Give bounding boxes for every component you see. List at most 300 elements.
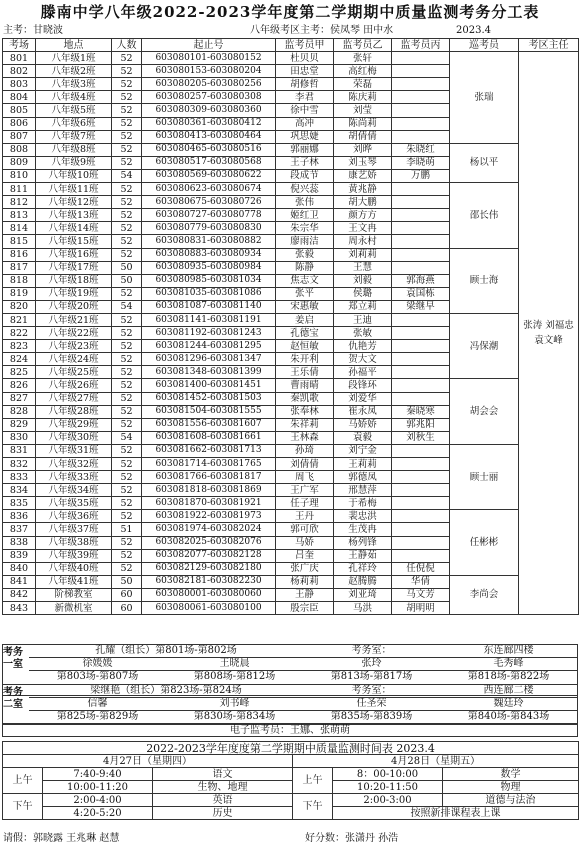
- invigilator-c: [392, 196, 450, 209]
- invigilator-b: 侯璐: [334, 287, 392, 300]
- room-number: 821: [3, 313, 36, 326]
- schedule-table: [2, 741, 579, 820]
- invigilator-b: 于希梅: [334, 497, 392, 510]
- room1-office: 考务室：: [351, 645, 392, 656]
- room-number: 837: [3, 523, 36, 536]
- invigilator-c: 袁国栋: [392, 287, 450, 300]
- invigilator-a: 姬红卫: [276, 209, 334, 222]
- invigilator-b: 生茂冉: [334, 523, 392, 536]
- staff-name: 张玲: [361, 658, 382, 669]
- invigilator-c: [392, 183, 450, 196]
- invigilator-a: 王乐倩: [276, 366, 334, 379]
- room-number: 834: [3, 484, 36, 497]
- room-number: 833: [3, 471, 36, 484]
- room-number: 841: [3, 575, 36, 588]
- room2-box: [2, 684, 578, 724]
- room-number: 815: [3, 235, 36, 248]
- location: 八年级6班: [36, 117, 112, 130]
- location: 八年级24班: [36, 353, 112, 366]
- location: 八年级39班: [36, 549, 112, 562]
- room-range: 第825场-第829场: [56, 711, 139, 722]
- day1-am-subject: 生物、地理: [153, 781, 293, 794]
- invigilator-c: 李晓萌: [392, 156, 450, 169]
- invigilator-a: 王子林: [276, 156, 334, 169]
- invigilator-b: 仇艳芳: [334, 340, 392, 353]
- invigilator-c: [392, 340, 450, 353]
- room-number: 825: [3, 366, 36, 379]
- staff-name: 徐媛媛: [82, 658, 113, 669]
- id-range: 603080257-603080308: [142, 91, 276, 104]
- location: 八年级33班: [36, 471, 112, 484]
- invigilator-a: 高冲: [276, 117, 334, 130]
- id-range: 603081452-603081503: [142, 392, 276, 405]
- invigilator-b: 王慧: [334, 261, 392, 274]
- room-number: 802: [3, 65, 36, 78]
- staff-name: 毛秀峰: [493, 658, 524, 669]
- room2-leader: 梁继艳（组长）第823场-第824场: [90, 685, 242, 696]
- room2-label: 考务二室: [3, 687, 23, 710]
- id-range: 603081922-603081973: [142, 510, 276, 523]
- student-count: 52: [112, 183, 142, 196]
- area-directors: 张涛 刘福忠 袁文峰: [519, 52, 579, 615]
- electronic-box: [2, 724, 578, 737]
- day2-am-subject: 数学: [443, 768, 579, 781]
- room-number: 828: [3, 405, 36, 418]
- location: 八年级23班: [36, 340, 112, 353]
- patrol-inspector: 李尚会: [450, 575, 519, 614]
- invigilator-a: 朱开利: [276, 353, 334, 366]
- invigilator-c: [392, 52, 450, 65]
- column-header: 人数: [112, 39, 142, 52]
- invigilator-b: 孔祥玲: [334, 562, 392, 575]
- id-range: 603081504-603081555: [142, 405, 276, 418]
- staff-name: 刘书峰: [219, 698, 250, 709]
- invigilator-a: 周飞: [276, 471, 334, 484]
- id-range: 603081818-603081869: [142, 484, 276, 497]
- day1-am-subject: 语文: [153, 768, 293, 781]
- id-range: 603080569-603080622: [142, 169, 276, 182]
- column-header: 监考员丙: [392, 39, 450, 52]
- room-number: 836: [3, 510, 36, 523]
- invigilator-c: [392, 104, 450, 117]
- invigilator-c: [392, 536, 450, 549]
- location: 八年级15班: [36, 235, 112, 248]
- day1-pm-time: 2:00-4:00: [43, 794, 153, 807]
- invigilator-b: 刘亚琦: [334, 588, 392, 601]
- location: 八年级22班: [36, 327, 112, 340]
- invigilator-a: 朱祥莉: [276, 418, 334, 431]
- id-range: 603080779-603080830: [142, 222, 276, 235]
- location: 八年级5班: [36, 104, 112, 117]
- invigilator-a: 张广庆: [276, 562, 334, 575]
- id-range: 603081348-603081399: [142, 366, 276, 379]
- invigilator-b: 胡大鹏: [334, 196, 392, 209]
- column-header: 考场: [3, 39, 36, 52]
- student-count: 52: [112, 471, 142, 484]
- id-range: 603081296-603081347: [142, 353, 276, 366]
- location: 八年级8班: [36, 143, 112, 156]
- invigilator-a: 巩思婕: [276, 130, 334, 143]
- invigilator-c: [392, 209, 450, 222]
- invigilator-c: 华倩: [392, 575, 450, 588]
- invigilator-a: 郭丽娜: [276, 143, 334, 156]
- student-count: 52: [112, 287, 142, 300]
- id-range: 603080205-603080256: [142, 78, 276, 91]
- invigilator-b: 刘晔: [334, 143, 392, 156]
- id-range: 603082181-603082230: [142, 575, 276, 588]
- column-header: 地点: [36, 39, 112, 52]
- student-count: 52: [112, 65, 142, 78]
- invigilator-c: [392, 222, 450, 235]
- invigilator-a: 宋惠敏: [276, 300, 334, 313]
- student-count: 52: [112, 418, 142, 431]
- room-range: 第840场-第843场: [467, 711, 550, 722]
- day2-am-label: 上午: [293, 768, 333, 794]
- room-number: 809: [3, 156, 36, 169]
- room-number: 820: [3, 300, 36, 313]
- invigilator-a: 姜启: [276, 313, 334, 326]
- patrol-inspector: 冯保潮: [450, 313, 519, 378]
- day2-pm-label: 下午: [293, 794, 333, 820]
- room-number: 824: [3, 353, 36, 366]
- invigilator-b: 刘莹: [334, 104, 392, 117]
- location: 八年级19班: [36, 287, 112, 300]
- room1-leader: 孔耀（组长）第801场-第802场: [95, 645, 237, 656]
- location: 八年级14班: [36, 222, 112, 235]
- room-number: 831: [3, 444, 36, 457]
- student-count: 52: [112, 497, 142, 510]
- leave-list: 请假：郭晓露 王兆琳 赵慧: [3, 833, 120, 844]
- id-range: 603080101-603080152: [142, 52, 276, 65]
- location: 八年级32班: [36, 458, 112, 471]
- score-staff: 好分数：张潇丹 孙浩: [305, 833, 399, 844]
- invigilator-a: 徐中雪: [276, 104, 334, 117]
- invigilator-c: [392, 78, 450, 91]
- id-range: 603080361-603080412: [142, 117, 276, 130]
- invigilator-b: 郭德凤: [334, 471, 392, 484]
- student-count: 52: [112, 484, 142, 497]
- id-range: 603081400-603081451: [142, 379, 276, 392]
- invigilator-a: 王丹: [276, 510, 334, 523]
- room-number: 829: [3, 418, 36, 431]
- room-number: 838: [3, 536, 36, 549]
- invigilator-b: 刘宁金: [334, 444, 392, 457]
- invigilator-b: 邢慧萍: [334, 484, 392, 497]
- id-range: 603080831-603080882: [142, 235, 276, 248]
- table-row: [3, 510, 579, 523]
- student-count: 50: [112, 274, 142, 287]
- table-row: [3, 313, 579, 326]
- id-range: 603080985-603081034: [142, 274, 276, 287]
- room-range: 第830场-第834场: [193, 711, 276, 722]
- invigilator-c: 梁继早: [392, 300, 450, 313]
- invigilator-c: [392, 91, 450, 104]
- room-number: 813: [3, 209, 36, 222]
- invigilator-c: [392, 379, 450, 392]
- id-range: 603081870-603081921: [142, 497, 276, 510]
- id-range: 603080675-603080726: [142, 196, 276, 209]
- invigilator-c: [392, 65, 450, 78]
- invigilator-b: 荣磊: [334, 78, 392, 91]
- room-number: 840: [3, 562, 36, 575]
- room-number: 842: [3, 588, 36, 601]
- student-count: 52: [112, 549, 142, 562]
- id-range: 603080935-603080984: [142, 261, 276, 274]
- invigilator-a: 郭可欣: [276, 523, 334, 536]
- room-number: 817: [3, 261, 36, 274]
- schedule-day2: 4月28日（星期五）: [293, 755, 579, 768]
- location: 八年级17班: [36, 261, 112, 274]
- invigilator-b: 陈尚莉: [334, 117, 392, 130]
- room-number: 823: [3, 340, 36, 353]
- location: 八年级7班: [36, 130, 112, 143]
- invigilator-c: [392, 444, 450, 457]
- room-number: 826: [3, 379, 36, 392]
- room-number: 839: [3, 549, 36, 562]
- invigilator-b: 张敏: [334, 327, 392, 340]
- column-header: 监考员乙: [334, 39, 392, 52]
- invigilator-b: 王文冉: [334, 222, 392, 235]
- chief-examiner: 主考：甘晓波: [3, 25, 63, 36]
- invigilator-b: 王迪: [334, 313, 392, 326]
- header-date: 2023.4: [456, 25, 491, 36]
- room-number: 807: [3, 130, 36, 143]
- id-range: 603080153-603080204: [142, 65, 276, 78]
- invigilator-c: [392, 353, 450, 366]
- invigilator-b: 颜方方: [334, 209, 392, 222]
- invigilator-a: 焦志文: [276, 274, 334, 287]
- room-number: 804: [3, 91, 36, 104]
- location: 八年级25班: [36, 366, 112, 379]
- location: 八年级38班: [36, 536, 112, 549]
- student-count: 52: [112, 340, 142, 353]
- invigilator-b: 裴忠洪: [334, 510, 392, 523]
- location: 八年级11班: [36, 183, 112, 196]
- id-range: 603080001-603080060: [142, 588, 276, 601]
- room-number: 814: [3, 222, 36, 235]
- page-title: 滕南中学八年级2022-2023学年度第二学期期中质量监测考务分工表: [40, 3, 540, 21]
- student-count: 52: [112, 248, 142, 261]
- id-range: 603080517-603080568: [142, 156, 276, 169]
- invigilator-b: 胡倩倩: [334, 130, 392, 143]
- staff-name: 魏廷玲: [493, 698, 524, 709]
- id-range: 603082129-603082180: [142, 562, 276, 575]
- invigilator-b: 黄兆静: [334, 183, 392, 196]
- student-count: 52: [112, 235, 142, 248]
- invigilator-a: 胡修哲: [276, 78, 334, 91]
- column-header: 监考员甲: [276, 39, 334, 52]
- invigilator-c: 郭海燕: [392, 274, 450, 287]
- invigilator-b: 郑立莉: [334, 300, 392, 313]
- day1-pm-subject: 英语: [153, 794, 293, 807]
- patrol-inspector: 任彬彬: [450, 510, 519, 575]
- invigilator-b: 马娇娇: [334, 418, 392, 431]
- invigilator-b: 赵腾腾: [334, 575, 392, 588]
- column-header: 巡考员: [450, 39, 519, 52]
- invigilator-b: 刘莉莉: [334, 248, 392, 261]
- room-range: 第808场-第812场: [193, 671, 276, 682]
- location: 八年级40班: [36, 562, 112, 575]
- area-chief: 八年级考区主考：侯凤琴 田中水: [250, 25, 394, 36]
- invigilator-c: [392, 313, 450, 326]
- id-range: 603080061-603080100: [142, 602, 276, 615]
- id-range: 603081714-603081765: [142, 458, 276, 471]
- invigilator-a: 曹雨晴: [276, 379, 334, 392]
- table-row: [3, 143, 579, 156]
- student-count: 52: [112, 313, 142, 326]
- room-number: 810: [3, 169, 36, 182]
- id-range: 603081192-603081243: [142, 327, 276, 340]
- location: 八年级28班: [36, 405, 112, 418]
- invigilator-c: 马文芳: [392, 588, 450, 601]
- invigilator-b: 袁毅: [334, 431, 392, 444]
- day2-pm-time: 2:00-3:00: [333, 794, 443, 807]
- day1-am-time: 7:40-9:40: [43, 768, 153, 781]
- location: 八年级12班: [36, 196, 112, 209]
- invigilator-a: 倪兴蕊: [276, 183, 334, 196]
- invigilator-b: 段锋环: [334, 379, 392, 392]
- invigilator-b: 王静茹: [334, 549, 392, 562]
- room-number: 835: [3, 497, 36, 510]
- room-number: 801: [3, 52, 36, 65]
- invigilator-c: [392, 261, 450, 274]
- invigilator-b: 王莉莉: [334, 458, 392, 471]
- table-row: [3, 183, 579, 196]
- id-range: 603080465-603080516: [142, 143, 276, 156]
- invigilator-a: 张平: [276, 287, 334, 300]
- room1-label: 考务一室: [3, 647, 23, 670]
- room1-location: 东连廊四楼: [483, 645, 534, 656]
- invigilator-c: 胡明明: [392, 602, 450, 615]
- student-count: 54: [112, 300, 142, 313]
- invigilator-c: 刘秋生: [392, 431, 450, 444]
- invigilator-a: 孔德宝: [276, 327, 334, 340]
- day1-pm-subject: 历史: [153, 807, 293, 820]
- location: 八年级27班: [36, 392, 112, 405]
- invigilator-a: 王广军: [276, 484, 334, 497]
- student-count: 52: [112, 52, 142, 65]
- invigilator-c: [392, 366, 450, 379]
- room-range: 第818场-第822场: [467, 671, 550, 682]
- invigilator-c: 万鹏: [392, 169, 450, 182]
- table-row: [3, 444, 579, 457]
- student-count: 52: [112, 392, 142, 405]
- day2-pm-note: 按照新排课程表上课: [333, 807, 579, 820]
- student-count: 52: [112, 156, 142, 169]
- student-count: 52: [112, 405, 142, 418]
- id-range: 603081766-603081817: [142, 471, 276, 484]
- id-range: 603081141-603081191: [142, 313, 276, 326]
- invigilator-c: 朱晓红: [392, 143, 450, 156]
- sub-header: [0, 24, 580, 38]
- invigilator-c: [392, 235, 450, 248]
- invigilator-b: 孙福平: [334, 366, 392, 379]
- room-number: 832: [3, 458, 36, 471]
- room2-location: 西连廊二楼: [483, 685, 534, 696]
- invigilator-a: 陈静: [276, 261, 334, 274]
- invigilator-a: 张毅: [276, 248, 334, 261]
- location: 阶梯教室: [36, 588, 112, 601]
- table-row: [3, 52, 579, 65]
- id-range: 603081244-603081295: [142, 340, 276, 353]
- invigilator-a: 朱宗华: [276, 222, 334, 235]
- invigilator-c: [392, 497, 450, 510]
- room-number: 803: [3, 78, 36, 91]
- room-number: 818: [3, 274, 36, 287]
- invigilator-a: 杜贝贝: [276, 52, 334, 65]
- staff-name: 信馨: [87, 698, 108, 709]
- room-number: 819: [3, 287, 36, 300]
- patrol-inspector: 胡会会: [450, 379, 519, 444]
- location: 八年级10班: [36, 169, 112, 182]
- location: 八年级2班: [36, 65, 112, 78]
- room-number: 827: [3, 392, 36, 405]
- invigilator-a: 秦凯歌: [276, 392, 334, 405]
- invigilator-a: 吕奎: [276, 549, 334, 562]
- invigilator-a: 张伟: [276, 196, 334, 209]
- invigilator-a: 田忠堂: [276, 65, 334, 78]
- student-count: 52: [112, 366, 142, 379]
- room-number: 822: [3, 327, 36, 340]
- invigilator-b: 崔永凤: [334, 405, 392, 418]
- location: 八年级13班: [36, 209, 112, 222]
- location: 八年级37班: [36, 523, 112, 536]
- schedule-day1: 4月27日（星期四）: [3, 755, 293, 768]
- invigilator-a: 李君: [276, 91, 334, 104]
- room-number: 808: [3, 143, 36, 156]
- staff-name: 任圣荣: [356, 698, 387, 709]
- location: 八年级20班: [36, 300, 112, 313]
- student-count: 52: [112, 222, 142, 235]
- invigilator-a: 杨莉莉: [276, 575, 334, 588]
- student-count: 52: [112, 117, 142, 130]
- room-number: 805: [3, 104, 36, 117]
- staff-name: 王晓晨: [219, 658, 250, 669]
- location: 八年级31班: [36, 444, 112, 457]
- invigilator-b: 刘毅: [334, 274, 392, 287]
- location: 新微机室: [36, 602, 112, 615]
- invigilator-c: [392, 471, 450, 484]
- table-row: [3, 248, 579, 261]
- student-count: 52: [112, 209, 142, 222]
- day2-am-time: 10:20-11:50: [333, 781, 443, 794]
- invigilator-c: [392, 523, 450, 536]
- student-count: 50: [112, 261, 142, 274]
- id-range: 603082025-603082076: [142, 536, 276, 549]
- day1-am-label: 上午: [3, 768, 43, 794]
- id-range: 603081662-603081713: [142, 444, 276, 457]
- invigilator-a: 任子理: [276, 497, 334, 510]
- day2-pm-subject: 道德与法治: [443, 794, 579, 807]
- location: 八年级34班: [36, 484, 112, 497]
- invigilator-a: 刘倩倩: [276, 458, 334, 471]
- id-range: 603080727-603080778: [142, 209, 276, 222]
- id-range: 603081087-603081140: [142, 300, 276, 313]
- student-count: 52: [112, 510, 142, 523]
- student-count: 52: [112, 104, 142, 117]
- student-count: 52: [112, 196, 142, 209]
- student-count: 52: [112, 130, 142, 143]
- location: 八年级1班: [36, 52, 112, 65]
- location: 八年级21班: [36, 313, 112, 326]
- student-count: 52: [112, 444, 142, 457]
- invigilator-b: 陈庆莉: [334, 91, 392, 104]
- invigilator-b: 周永村: [334, 235, 392, 248]
- schedule-title: 2022-2023学年度度第二学期期中质量监测时间表 2023.4: [3, 742, 579, 755]
- id-range: 603081974-603082024: [142, 523, 276, 536]
- student-count: 52: [112, 536, 142, 549]
- location: 八年级41班: [36, 575, 112, 588]
